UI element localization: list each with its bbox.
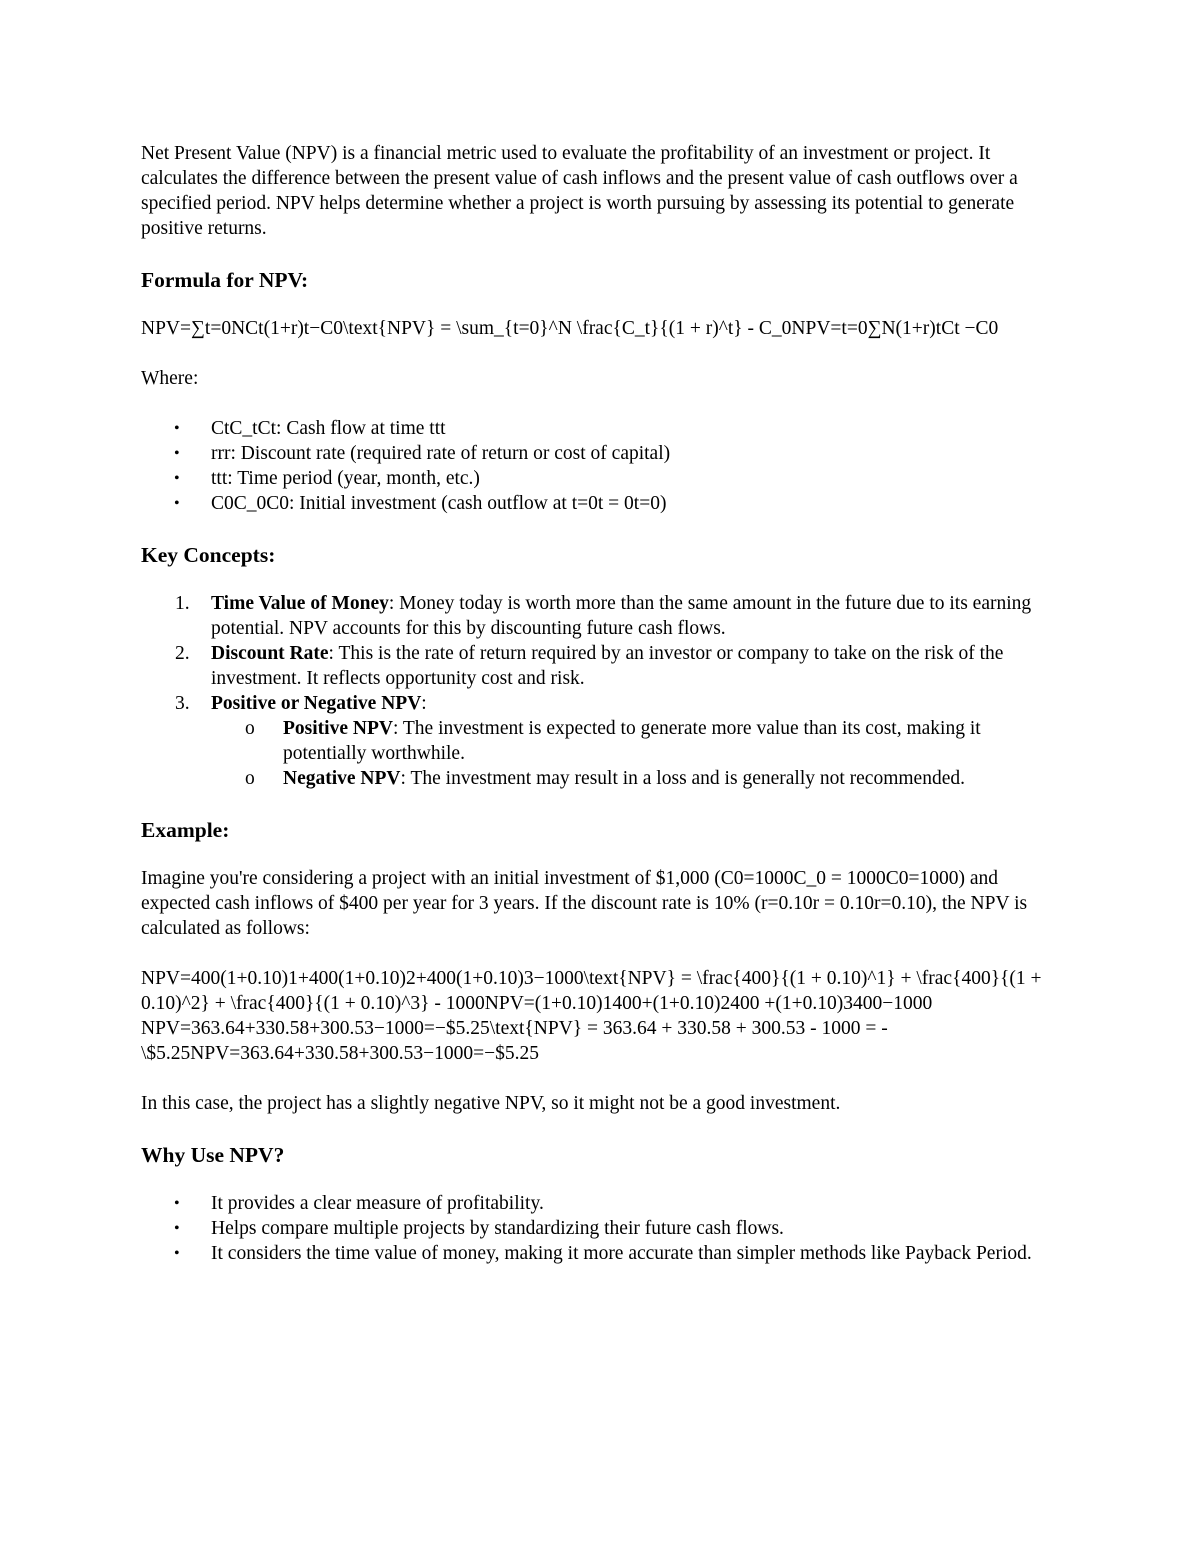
list-item xyxy=(141,441,1061,466)
bullet-icon: • xyxy=(174,470,180,487)
list-item xyxy=(141,691,1061,716)
concept-term: Positive or Negative NPV xyxy=(211,693,422,714)
list-item xyxy=(141,1191,1061,1216)
key-concepts-heading: Key Concepts: xyxy=(141,543,276,567)
formula-heading: Formula for NPV: xyxy=(141,268,309,292)
bullet-icon: • xyxy=(174,495,180,512)
definition-text: C0C_0C0: Initial investment (cash outflow at t=0t = 0t=0) xyxy=(211,493,667,514)
sub-text: : The investment is expected to generate more value than its cost, making it potentially worthwhile. xyxy=(283,718,981,764)
list-item xyxy=(141,641,1061,691)
list-item xyxy=(141,1241,1061,1266)
definition-text: CtC_tCt: Cash flow at time ttt xyxy=(211,418,446,439)
list-item xyxy=(211,766,1061,791)
sub-bullet-icon: o xyxy=(245,768,255,789)
intro-paragraph: Net Present Value (NPV) is a financial metric used to evaluate the profitability of an investment or project. It calculates the difference between the present value of cash inflows and the present value of cash outflows over a specified period. NPV helps determine whether a project is worth pursuing by assessing its potential to generate positive returns. xyxy=(141,143,1018,239)
list-item xyxy=(141,466,1061,491)
bullet-icon: • xyxy=(174,1220,180,1237)
concept-text: : xyxy=(421,693,427,714)
bullet-icon: • xyxy=(174,445,180,462)
sub-term: Negative NPV xyxy=(283,768,401,789)
concept-term: Time Value of Money xyxy=(211,593,389,614)
reason-text: It considers the time value of money, making it more accurate than simpler methods like Payback Period. xyxy=(211,1243,1032,1264)
sub-term: Positive NPV xyxy=(283,718,393,739)
reason-text: It provides a clear measure of profitability. xyxy=(211,1193,544,1214)
definition-text: rrr: Discount rate (required rate of return or cost of capital) xyxy=(211,443,671,464)
example-setup: Imagine you're considering a project with an initial investment of $1,000 (C0=1000C_0 = 1000C0=1000) and expected cash inflows of $400 per year for 3 years. If the discount rate is 10% (r=0.10r = 0.10r=0.10), the NPV is calculated as follows: xyxy=(141,868,1028,939)
definitions-list xyxy=(141,416,1061,516)
sub-bullet-icon: o xyxy=(245,718,255,739)
example-heading: Example: xyxy=(141,818,230,842)
item-number: 2. xyxy=(175,643,190,664)
item-number: 3. xyxy=(175,693,190,714)
bullet-icon: • xyxy=(174,420,180,437)
list-item xyxy=(141,491,1061,516)
definition-text: ttt: Time period (year, month, etc.) xyxy=(211,468,480,489)
example-calculation: NPV=400(1+0.10)1+400(1+0.10)2+400(1+0.10)3−1000\text{NPV} = \frac{400}{(1 + 0.10)^1} + \frac{400}{(1 + 0.10)^2} + \frac{400}{(1 + 0.10)^3} - 1000NPV=(1+0.10)1400+(1+0.10)2400 +(1+0.10)3400−1000 NPV=363.64+330.58+300.53−1000=−$5.25\text{NPV} = 363.64 + 330.58 + 300.53 - 1000 = -\$5.25NPV=363.64+330.58+300.53−1000=−$5.25 xyxy=(141,968,1042,1064)
list-item xyxy=(211,716,1061,766)
list-item xyxy=(141,416,1061,441)
npv-sign-sublist xyxy=(141,716,1061,791)
why-use-heading: Why Use NPV? xyxy=(141,1143,285,1167)
key-concepts-list xyxy=(141,591,1061,791)
item-number: 1. xyxy=(175,593,190,614)
why-use-list xyxy=(141,1191,1061,1266)
bullet-icon: • xyxy=(174,1245,180,1262)
npv-formula: NPV=∑t=0NCt(1+r)t−C0\text{NPV} = \sum_{t=0}^N \frac{C_t}{(1 + r)^t} - C_0NPV=t=0∑N(1+r)tCt −C0 xyxy=(141,318,999,339)
concept-term: Discount Rate xyxy=(211,643,329,664)
list-item xyxy=(141,1216,1061,1241)
example-conclusion: In this case, the project has a slightly negative NPV, so it might not be a good investment. xyxy=(141,1093,841,1114)
sub-list-container xyxy=(141,716,1061,791)
concept-text: : Money today is worth more than the same amount in the future due to its earning potential. NPV accounts for this by discounting future cash flows. xyxy=(211,593,1032,639)
where-label: Where: xyxy=(141,368,199,389)
reason-text: Helps compare multiple projects by standardizing their future cash flows. xyxy=(211,1218,784,1239)
sub-text: : The investment may result in a loss and is generally not recommended. xyxy=(400,768,965,789)
bullet-icon: • xyxy=(174,1195,180,1212)
list-item xyxy=(141,591,1061,641)
document-page xyxy=(141,141,1061,1291)
concept-text: : This is the rate of return required by an investor or company to take on the risk of the investment. It reflects opportunity cost and risk. xyxy=(211,643,1004,689)
